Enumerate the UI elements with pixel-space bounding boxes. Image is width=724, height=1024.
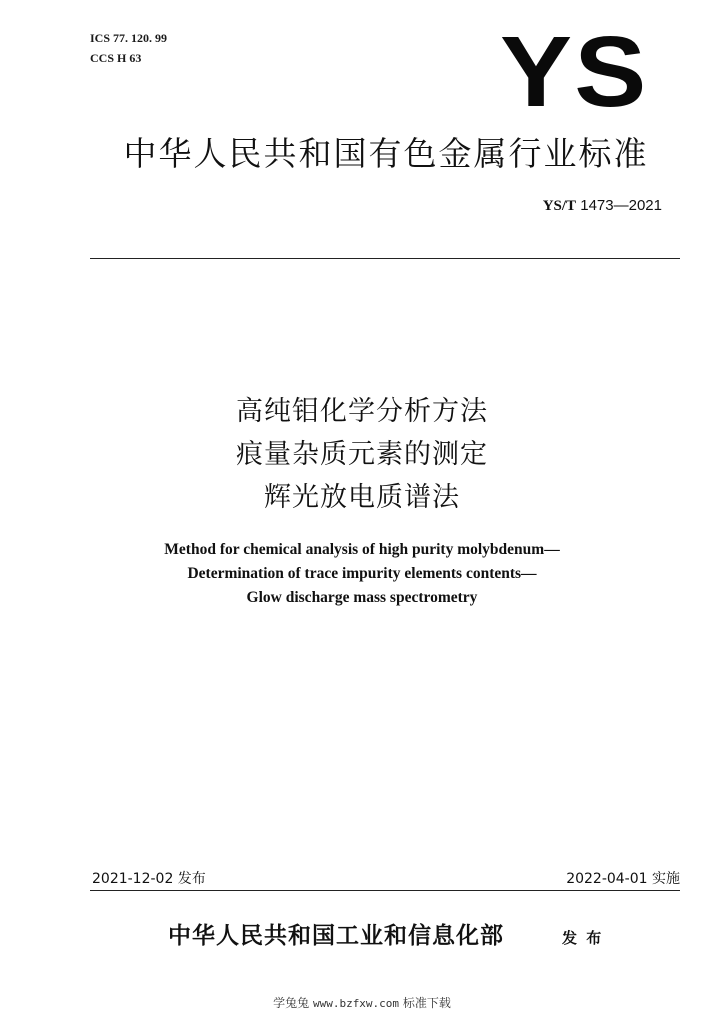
chinese-title-line: 痕量杂质元素的测定 (236, 439, 488, 470)
issue-date: 2021-12-02 发布 (92, 871, 206, 887)
top-divider (90, 258, 680, 259)
effective-date: 2022-04-01 实施 (566, 871, 680, 887)
standard-category-title: 中华人民共和国有色金属行业标准 (123, 134, 649, 173)
chinese-title-line: 辉光放电质谱法 (264, 482, 460, 513)
standard-number (543, 196, 662, 216)
classification-codes (90, 28, 167, 68)
standard-prefix: YS/T (542, 198, 577, 214)
english-title-line: Method for chemical analysis of high purity molybdenum— (164, 541, 560, 558)
bottom-divider (90, 890, 680, 891)
standard-number-value: 1473—2021 (580, 197, 662, 214)
chinese-title (0, 390, 724, 519)
issuing-authority: 中华人民共和国工业和信息化部 (168, 923, 504, 949)
chinese-title-line: 高纯钼化学分析方法 (236, 396, 488, 427)
english-title-line: Glow discharge mass spectrometry (246, 589, 478, 606)
english-title-line: Determination of trace impurity elements contents— (187, 565, 537, 582)
watermark-footer (0, 994, 724, 1013)
ys-logo: YS (500, 16, 649, 128)
watermark-site-name: 学兔兔 (273, 996, 310, 1010)
watermark-download-text: 标准下载 (402, 996, 451, 1010)
english-title (0, 538, 724, 610)
issued-label: 发 布 (562, 929, 604, 947)
ccs-code: CCS H 63 (90, 51, 142, 65)
ics-code: ICS 77. 120. 99 (90, 31, 168, 45)
watermark-url[interactable]: www.bzfxw.com (312, 997, 400, 1010)
